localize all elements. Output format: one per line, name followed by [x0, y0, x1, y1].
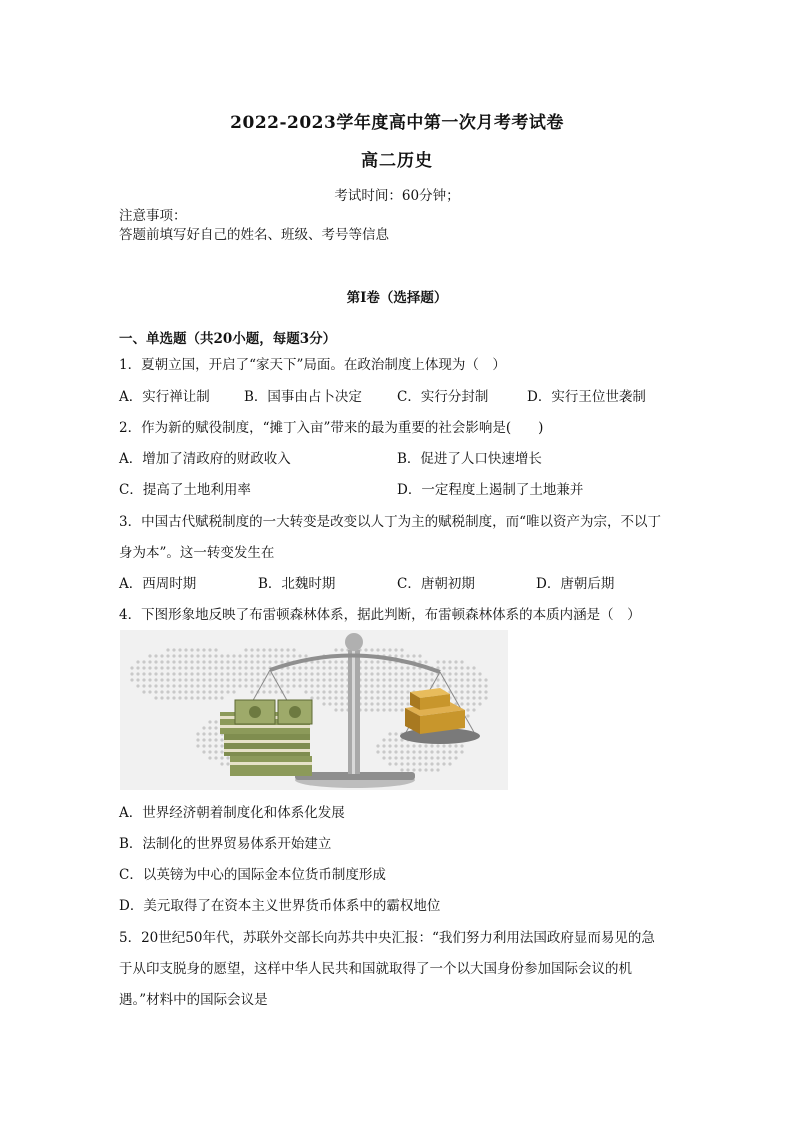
question-4-option-c: C．以英镑为中心的国际金本位货币制度形成 — [119, 867, 386, 883]
volume-title: 第I卷（选择题） — [346, 290, 448, 306]
part-title: 一、单选题（共20小题，每题3分） — [119, 331, 337, 347]
question-2-option-d: D．一定程度上遏制了土地兼并 — [397, 482, 584, 498]
gold-bars — [405, 688, 465, 734]
notice-text: 答题前填写好自己的姓名、班级、考号等信息 — [119, 227, 389, 243]
exam-subject: 高二历史 — [361, 151, 433, 171]
question-3-option-a: A．西周时期 — [119, 576, 197, 592]
question-2-option-c: C．提高了土地利用率 — [119, 482, 251, 498]
question-3-stem-line2: 身为本”。这一转变发生在 — [119, 545, 275, 561]
question-3-option-d: D．唐朝后期 — [536, 576, 615, 592]
exam-time: 考试时间：60分钟； — [334, 188, 460, 204]
question-5-stem-line3: 遇。”材料中的国际会议是 — [119, 992, 268, 1008]
question-3-option-c: C．唐朝初期 — [397, 576, 475, 592]
question-2-stem: 2．作为新的赋役制度，“摊丁入亩”带来的最为重要的社会影响是( ) — [119, 420, 544, 436]
question-2-option-b: B．促进了人口快速增长 — [397, 451, 542, 467]
notice-label: 注意事项： — [119, 208, 187, 224]
question-5-stem-line2: 于从印支脱身的愿望，这样中华人民共和国就取得了一个以大国身份参加国际会议的机 — [119, 961, 632, 977]
question-3-option-b: B．北魏时期 — [258, 576, 336, 592]
scale-illustration — [120, 630, 508, 790]
question-2-option-a: A．增加了清政府的财政收入 — [119, 451, 291, 467]
question-1-option-b: B．国事由占卜决定 — [244, 389, 362, 405]
question-1-option-a: A．实行禅让制 — [119, 389, 210, 405]
question-1-stem: 1．夏朝立国，开启了“家天下”局面。在政治制度上体现为（ ） — [119, 357, 506, 373]
question-4-option-b: B．法制化的世界贸易体系开始建立 — [119, 836, 332, 852]
question-4-option-a: A．世界经济朝着制度化和体系化发展 — [119, 805, 345, 821]
question-1-option-c: C．实行分封制 — [397, 389, 489, 405]
question-5-stem-line1: 5．20世纪50年代，苏联外交部长向苏共中央汇报：“我们努力利用法国政府显而易见的急 — [119, 930, 655, 946]
question-1-option-d: D．实行王位世袭制 — [527, 389, 646, 405]
exam-title: 2022-2023学年度高中第一次月考考试卷 — [230, 113, 564, 133]
dollar-stack — [220, 700, 312, 776]
question-3-stem-line1: 3．中国古代赋税制度的一大转变是改变以人丁为主的赋税制度，而“唯以资产为宗，不以丁 — [119, 514, 661, 530]
question-4-stem: 4．下图形象地反映了布雷顿森林体系，据此判断，布雷顿森林体系的本质内涵是（ ） — [119, 607, 641, 623]
question-4-option-d: D．美元取得了在资本主义世界货币体系中的霸权地位 — [119, 898, 441, 914]
balance-scale-figure — [120, 630, 508, 790]
